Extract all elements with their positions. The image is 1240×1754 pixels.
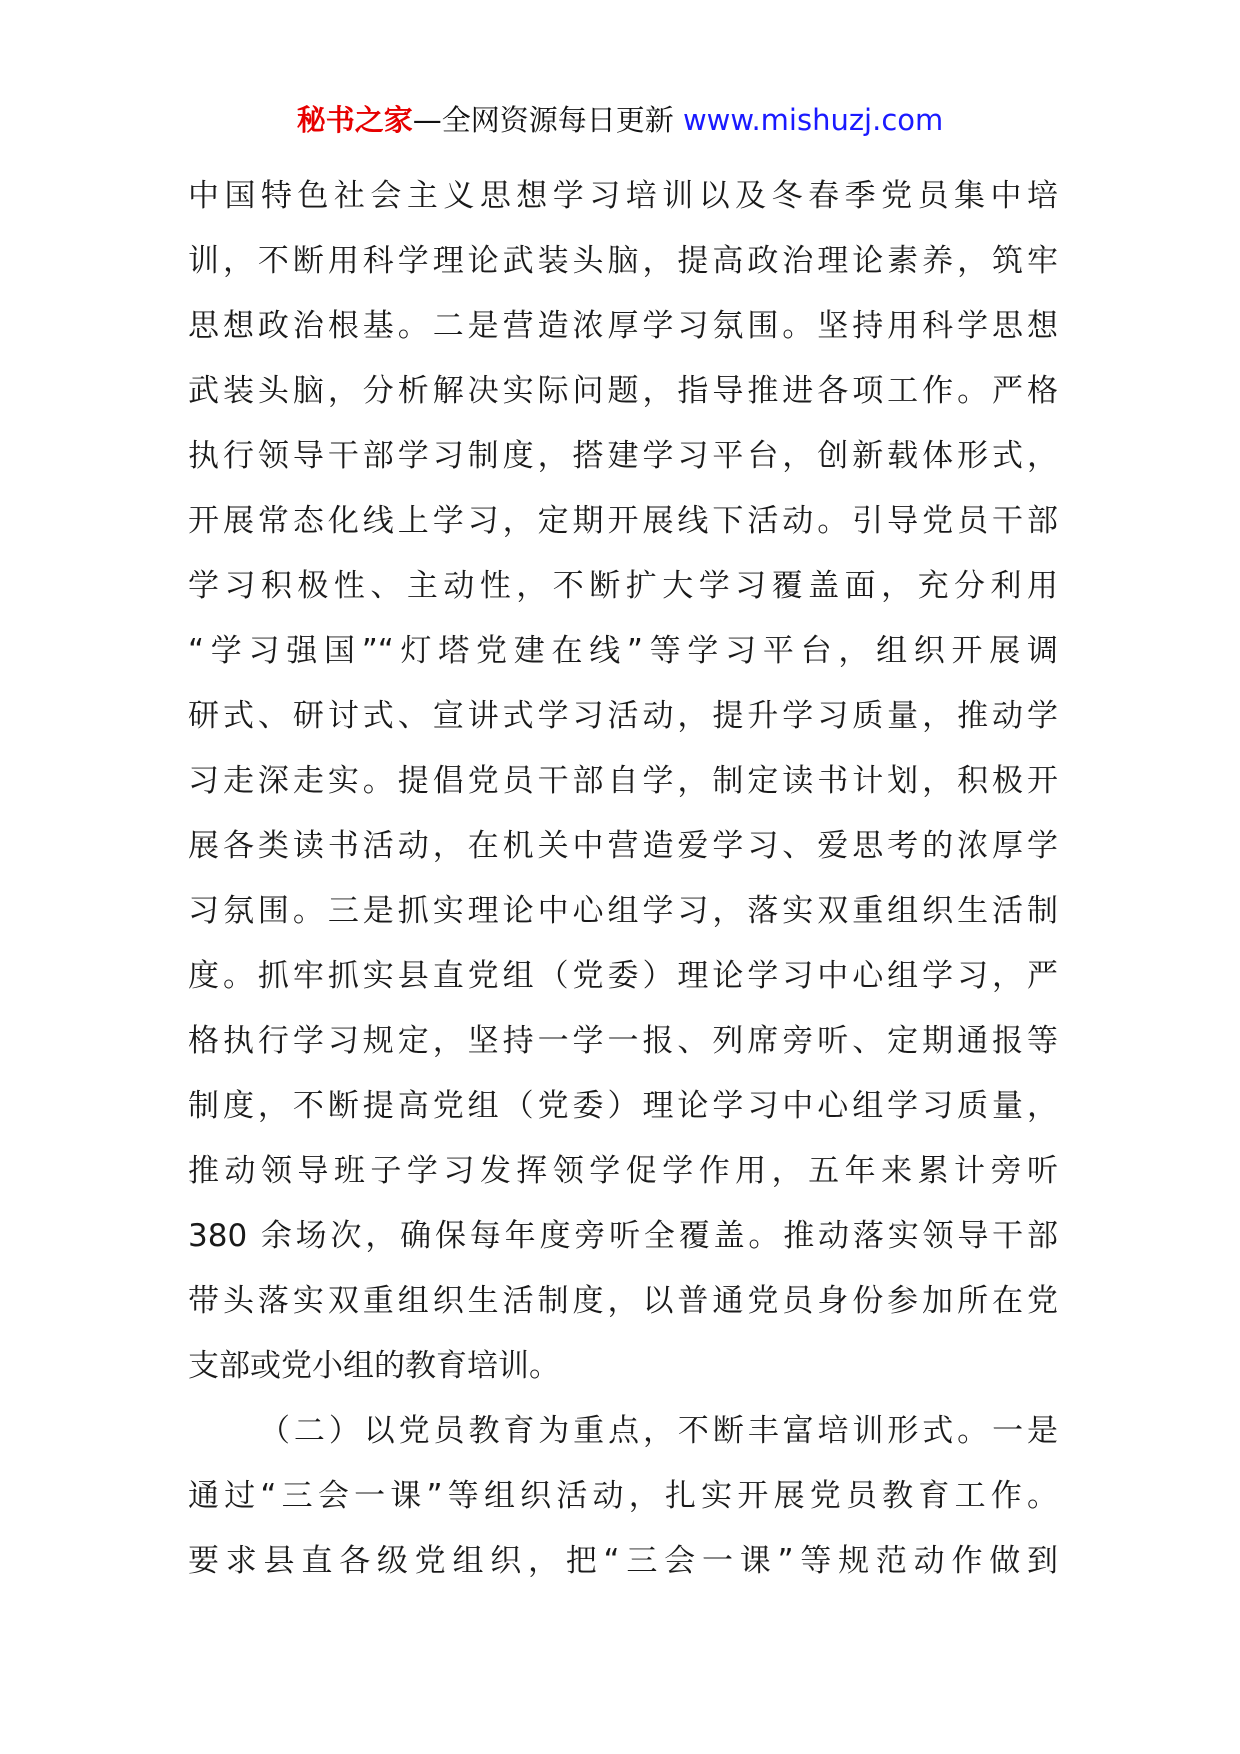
- site-tagline: —全网资源每日更新: [412, 103, 674, 137]
- text-line: 中国特色社会主义思想学习培训以及冬春季党员集中培: [188, 178, 1058, 214]
- text-line: 学习积极性、主动性，不断扩大学习覆盖面，充分利用: [188, 568, 1058, 604]
- site-url-link[interactable]: www.mishuzj.com: [682, 103, 944, 137]
- text-line: 武装头脑，分析解决实际问题，指导推进各项工作。严格: [188, 373, 1058, 409]
- text-line: 展各类读书活动，在机关中营造爱学习、爱思考的浓厚学: [188, 828, 1058, 864]
- text-line: 带头落实双重组织生活制度，以普通党员身份参加所在党: [188, 1283, 1058, 1319]
- text-line: 习走深走实。提倡党员干部自学，制定读书计划，积极开: [188, 763, 1058, 799]
- text-line: 格执行学习规定，坚持一学一报、列席旁听、定期通报等: [188, 1023, 1058, 1059]
- site-brand: 秘书之家: [296, 103, 413, 137]
- text-line: 思想政治根基。二是营造浓厚学习氛围。坚持用科学思想: [188, 308, 1058, 344]
- text-line: 推动领导班子学习发挥领学促学作用，五年来累计旁听: [188, 1153, 1058, 1189]
- text-line: “学习强国”“灯塔党建在线”等学习平台，组织开展调: [188, 633, 1058, 669]
- section-heading-line: （二）以党员教育为重点，不断丰富培训形式。一是: [259, 1413, 1058, 1449]
- site-header: [0, 100, 1240, 140]
- text-line: 度。抓牢抓实县直党组（党委）理论学习中心组学习，严: [188, 958, 1058, 994]
- document-body: [188, 164, 1058, 1594]
- text-line: 要求县直各级党组织，把“三会一课”等规范动作做到: [188, 1543, 1058, 1579]
- text-line: 开展常态化线上学习，定期开展线下活动。引导党员干部: [188, 503, 1058, 539]
- text-line: 执行领导干部学习制度，搭建学习平台，创新载体形式，: [188, 438, 1058, 474]
- text-line: 习氛围。三是抓实理论中心组学习，落实双重组织生活制: [188, 893, 1058, 929]
- text-line: 训，不断用科学理论武装头脑，提高政治理论素养，筑牢: [188, 243, 1058, 279]
- text-line: 通过“三会一课”等组织活动，扎实开展党员教育工作。: [188, 1478, 1058, 1514]
- text-line: 研式、研讨式、宣讲式学习活动，提升学习质量，推动学: [188, 698, 1058, 734]
- paragraph-end-line: 支部或党小组的教育培训。: [188, 1348, 560, 1384]
- text-line: 制度，不断提高党组（党委）理论学习中心组学习质量，: [188, 1088, 1058, 1124]
- text-line: 380 余场次，确保每年度旁听全覆盖。推动落实领导干部: [188, 1218, 1058, 1254]
